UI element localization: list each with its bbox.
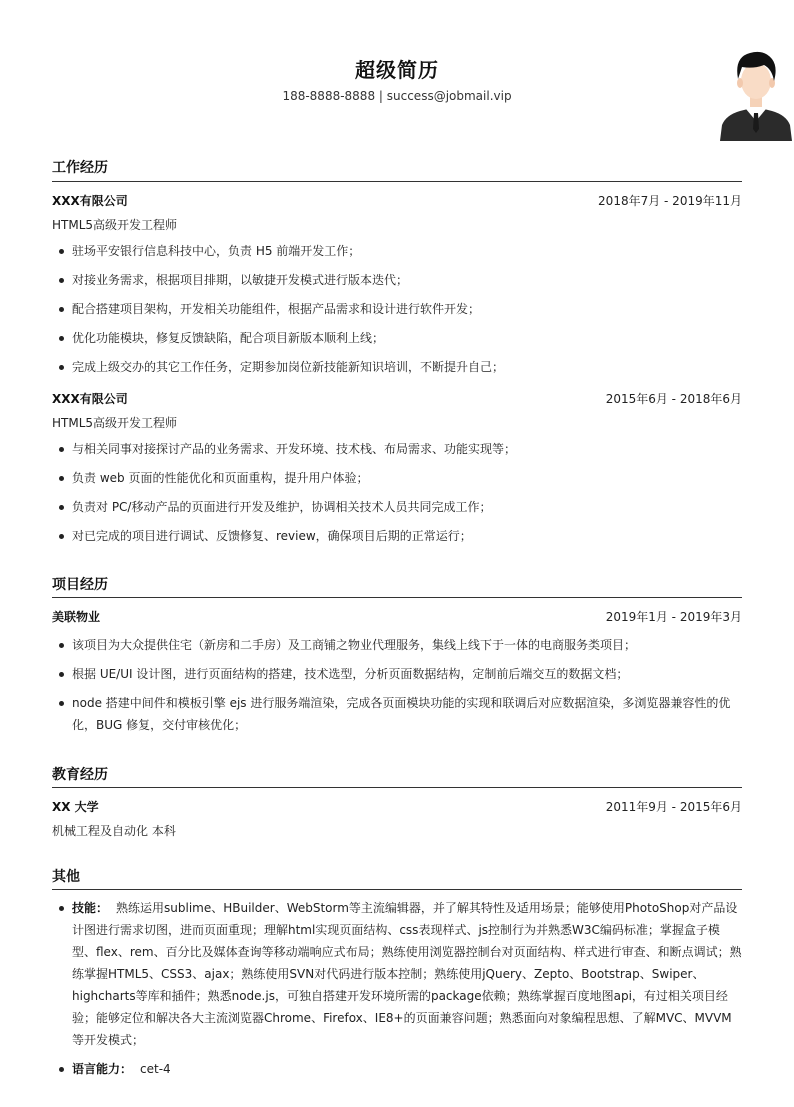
language-label: 语言能力： [72, 1062, 133, 1076]
section-title-work: 工作经历 [52, 160, 108, 176]
project-entry-header [52, 608, 742, 625]
list-item [52, 897, 742, 1051]
resume-name: 超级简历 [355, 58, 439, 82]
list-item [52, 1058, 742, 1080]
avatar [720, 47, 792, 141]
list-item: node 搭建中间件和模板引擎 ejs 进行服务端渲染，完成各页面模块功能的实现和联调后对应数据渲染，多浏览器兼容性的优化，BUG 修复，交付审核优化； [52, 692, 742, 736]
list-item: 负责对 PC/移动产品的页面进行开发及维护，协调相关技术人员共同完成工作； [52, 496, 742, 518]
list-item: 驻场平安银行信息科技中心，负责 H5 前端开发工作； [52, 240, 742, 262]
work-entry-header [52, 390, 742, 407]
divider [52, 889, 742, 890]
other-bullets [52, 897, 742, 1087]
company-name: XXX有限公司 [52, 392, 128, 406]
section-title-other: 其他 [52, 869, 80, 885]
section-title-education: 教育经历 [52, 767, 108, 783]
job-title: HTML5高级开发工程师 [52, 416, 178, 430]
skills-label: 技能： [72, 901, 109, 915]
list-item: 根据 UE/UI 设计图，进行页面结构的搭建，技术选型，分析页面数据结构，定制前后端交互的数据文档； [52, 663, 742, 685]
project-name: 美联物业 [52, 610, 101, 624]
list-item: 与相关同事对接探讨产品的业务需求、开发环境、技术栈、布局需求、功能实现等； [52, 438, 742, 460]
skills-text: 熟练运用sublime、HBuilder、WebStorm等主流编辑器，并了解其特性及适用场景；能够使用PhotoShop对产品设计图进行需求切图，进而页面重现；理解html实现页面结构、css表现样式、js控制行为并熟悉W3C编码标准；掌握盒子模型、flex、rem、百分比及媒体查询等移动端响应式布局；熟练使用浏览器控制台对页面结构、样式进行审查、和断点调试；熟练掌握HTML5、CSS3、ajax；熟练使用SVN对代码进行版本控制；熟练使用jQuery、Zepto、Bootstrap、Swiper、highcharts等库和插件；熟悉node.js，可独自搭建开发环境所需的package依赖；熟练掌握百度地图api，有过相关项目经验；能够定位和解决各大主流浏览器Chrome、Firefox、IE8+的页面兼容问题；熟悉面向对象编程思想、了解MVC、MVVM等开发模式； [72, 901, 742, 1047]
major-degree: 机械工程及自动化 本科 [52, 824, 176, 838]
divider [52, 787, 742, 788]
project-bullets [52, 634, 742, 736]
list-item: 配合搭建项目架构，开发相关功能组件，根据产品需求和设计进行软件开发； [52, 298, 742, 320]
date-range: 2011年9月 - 2015年6月 [605, 800, 742, 814]
work-bullets [52, 240, 742, 385]
list-item: 对接业务需求，根据项目排期，以敏捷开发模式进行版本迭代； [52, 269, 742, 291]
divider [52, 181, 742, 182]
work-entry-header [52, 192, 742, 209]
list-item: 对已完成的项目进行调试、反馈修复、review，确保项目后期的正常运行； [52, 525, 742, 547]
education-entry-header [52, 798, 742, 815]
work-bullets [52, 438, 742, 554]
divider [52, 597, 742, 598]
date-range: 2015年6月 - 2018年6月 [605, 392, 742, 406]
company-name: XXX有限公司 [52, 194, 128, 208]
list-item: 优化功能模块，修复反馈缺陷，配合项目新版本顺利上线； [52, 327, 742, 349]
list-item: 负责 web 页面的性能优化和页面重构，提升用户体验； [52, 467, 742, 489]
date-range: 2019年1月 - 2019年3月 [605, 610, 742, 624]
school-name: XX 大学 [52, 800, 99, 814]
list-item: 完成上级交办的其它工作任务，定期参加岗位新技能新知识培训，不断提升自己； [52, 356, 742, 378]
job-title: HTML5高级开发工程师 [52, 218, 178, 232]
contact-info: 188-8888-8888 | success@jobmail.vip [282, 89, 512, 103]
date-range: 2018年7月 - 2019年11月 [598, 194, 742, 208]
section-title-project: 项目经历 [52, 577, 108, 593]
language-text: cet-4 [140, 1062, 171, 1076]
list-item: 该项目为大众提供住宅（新房和二手房）及工商铺之物业代理服务，集线上线下于一体的电商服务类项目； [52, 634, 742, 656]
